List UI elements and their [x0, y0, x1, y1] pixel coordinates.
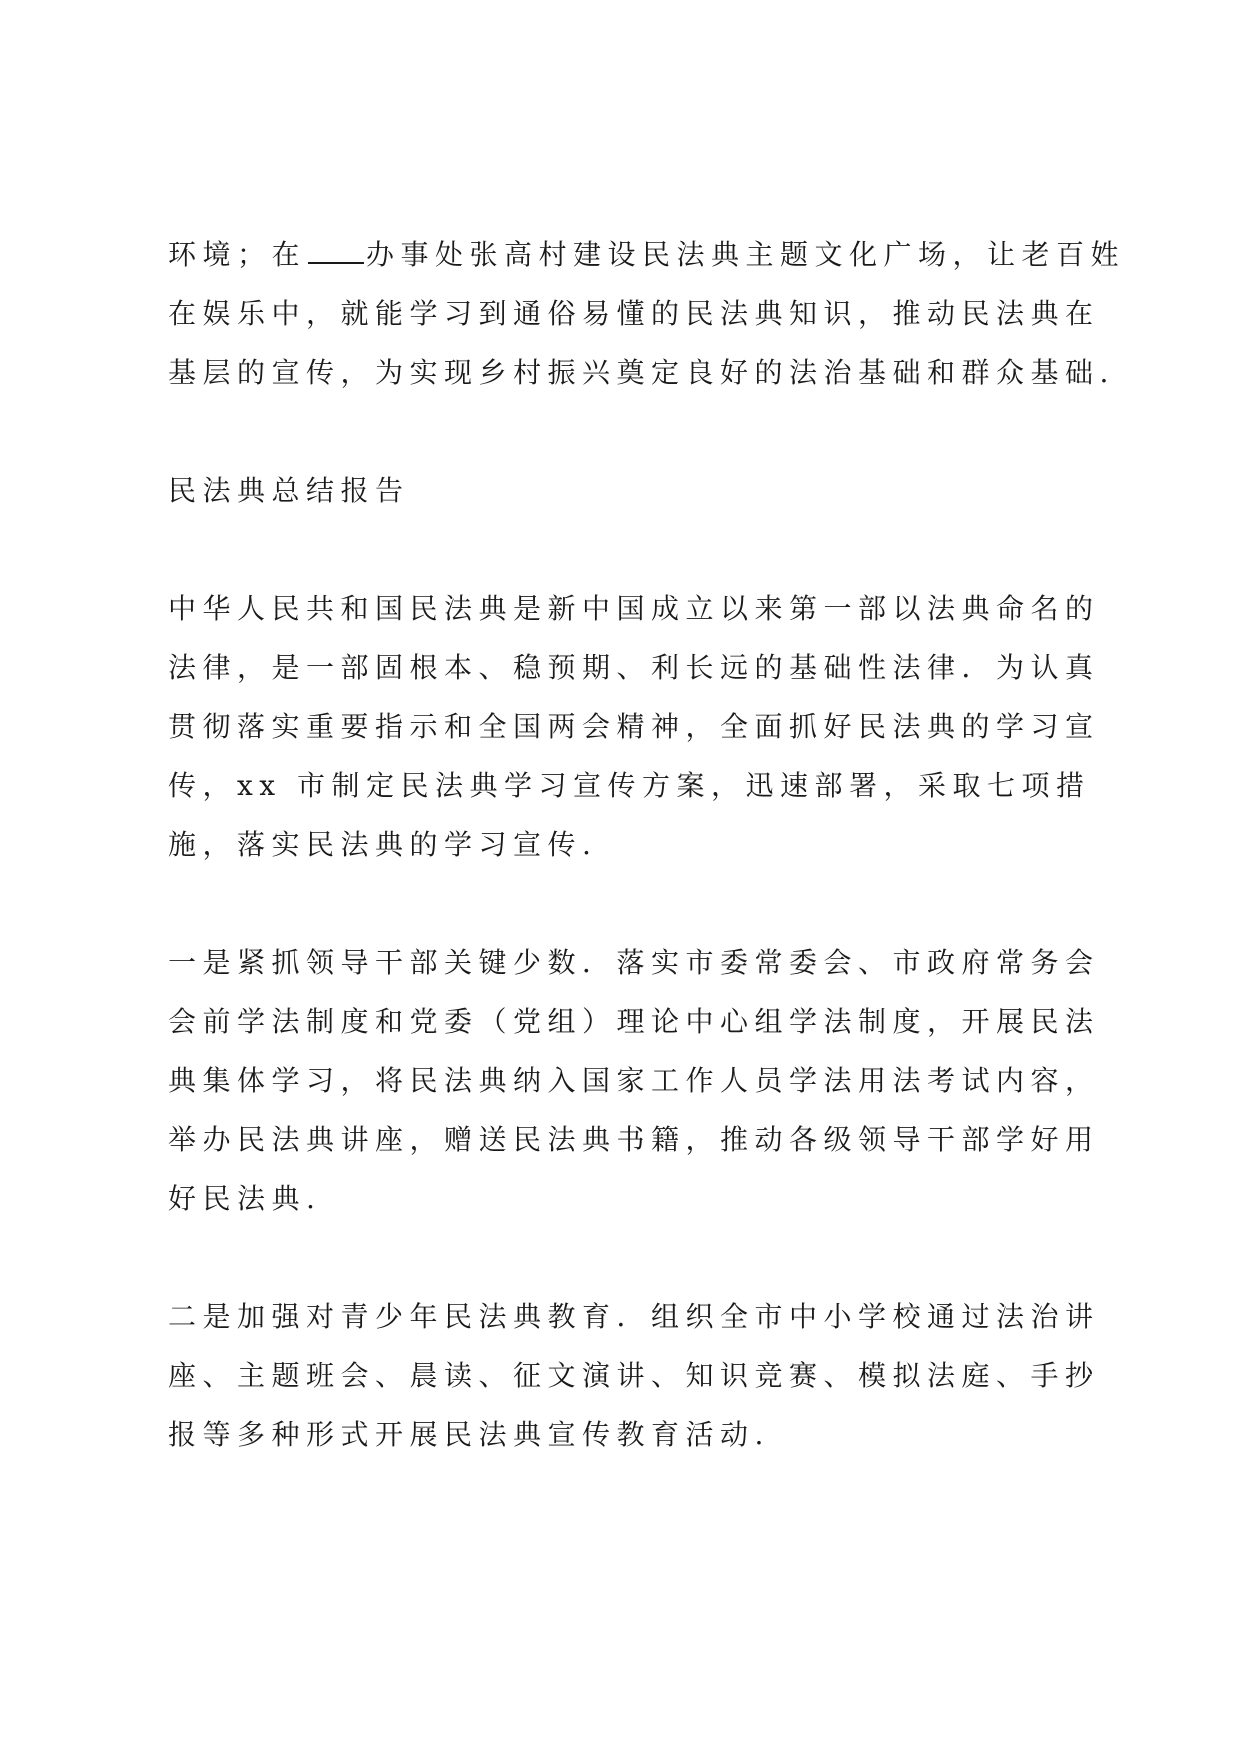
document-body: [168, 225, 1126, 1523]
paragraph-measure-two: [168, 1287, 1100, 1464]
text-line: 法律，是一部固根本、稳预期、利长远的基础性法律．为认真: [168, 651, 1100, 684]
text-line: 好民法典.: [168, 1182, 322, 1215]
heading-text: 民法典总结报告: [168, 474, 410, 507]
text-line: [168, 225, 1126, 284]
text-line: 中华人民共和国民法典是新中国成立以来第一部以法典命名的: [168, 592, 1100, 625]
paragraph-measure-one: [168, 933, 1100, 1228]
text-segment: 环境；在: [168, 238, 307, 271]
text-line: 二是加强对青少年民法典教育．组织全市中小学校通过法治讲: [168, 1300, 1100, 1333]
text-line: 座、主题班会、晨读、征文演讲、知识竞赛、模拟法庭、手抄: [168, 1359, 1100, 1392]
text-line: 传，xx 市制定民法典学习宣传方案，迅速部署，采取七项措: [168, 769, 1091, 802]
text-line: 会前学法制度和党委（党组）理论中心组学法制度，开展民法: [168, 1005, 1100, 1038]
text-line: 报等多种形式开展民法典宣传教育活动.: [168, 1418, 770, 1451]
paragraph-plaza-construction: [168, 225, 1126, 402]
text-line: 典集体学习，将民法典纳入国家工作人员学法用法考试内容，: [168, 1064, 1100, 1097]
text-line: 施，落实民法典的学习宣传.: [168, 828, 598, 861]
paragraph-introduction: [168, 579, 1100, 874]
text-segment: 办事处张高村建设民法典主题文化广场，让老百姓: [366, 238, 1126, 271]
section-heading: [168, 461, 1068, 520]
text-line: 举办民法典讲座，赠送民法典书籍，推动各级领导干部学好用: [168, 1123, 1100, 1156]
fill-in-blank: [308, 238, 364, 264]
text-line: 一是紧抓领导干部关键少数．落实市委常委会、市政府常务会: [168, 946, 1100, 979]
text-line: 在娱乐中，就能学习到通俗易懂的民法典知识，推动民法典在: [168, 297, 1100, 330]
text-line: 贯彻落实重要指示和全国两会精神，全面抓好民法典的学习宣: [168, 710, 1100, 743]
text-line: 基层的宣传，为实现乡村振兴奠定良好的法治基础和群众基础.: [168, 356, 1115, 389]
